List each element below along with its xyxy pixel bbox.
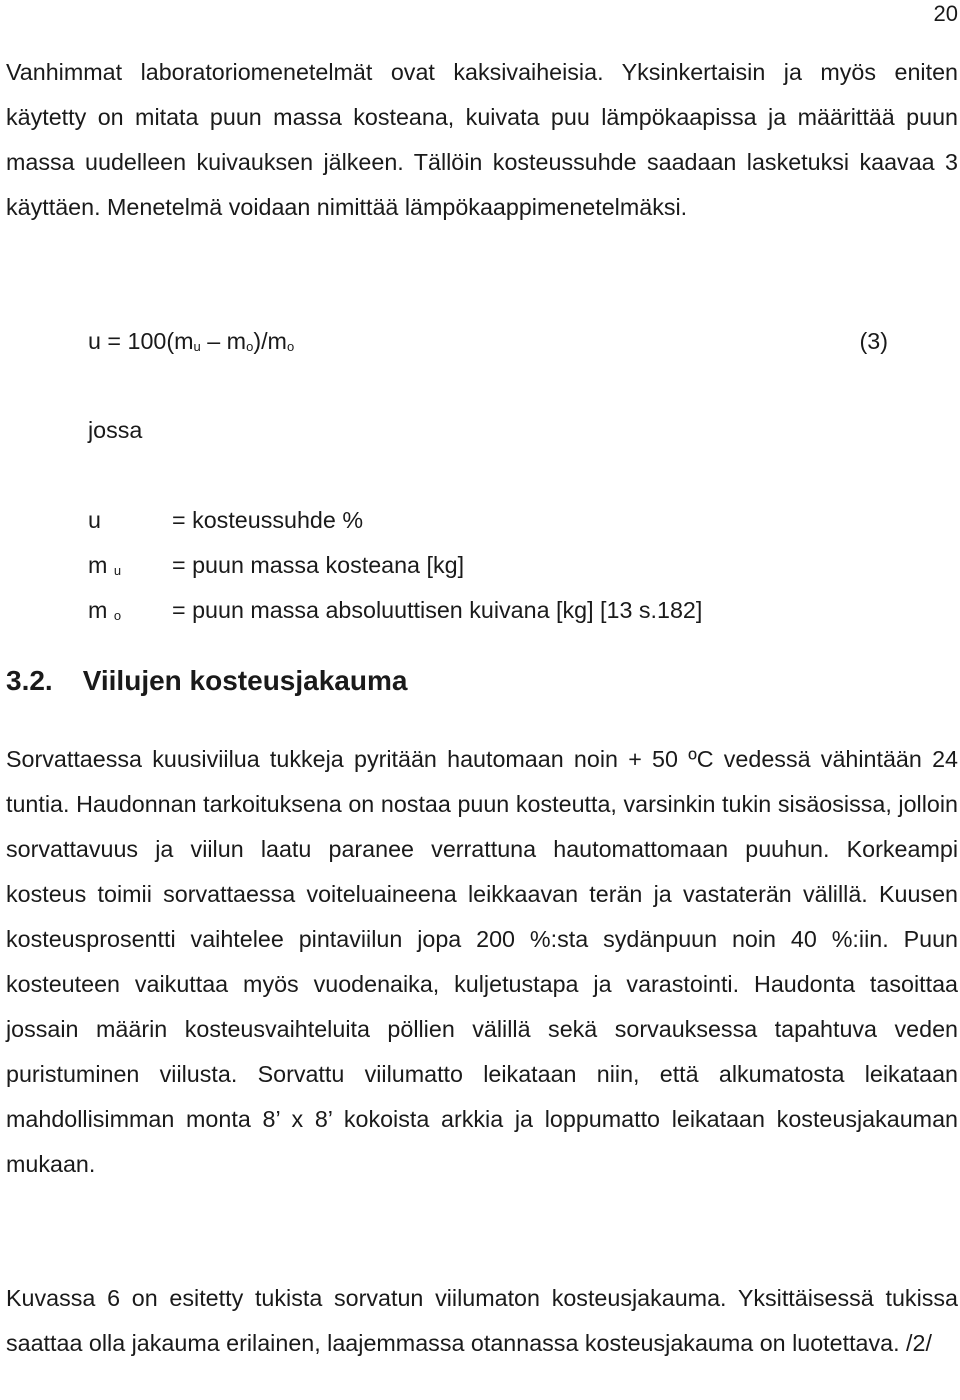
definition-row xyxy=(88,505,702,550)
definition-row xyxy=(88,550,702,595)
section-title: Viilujen kosteusjakauma xyxy=(82,665,408,696)
formula-expression: $u = 100(m_u - m_o)/m_o$ xyxy=(88,328,295,354)
paragraph-intro: Vanhimmat laboratoriomenetelmät ovat kaksivaiheisia. Yksinkertaisin ja myös eniten käytetty on mitata puun massa kosteana, kuivata puu lämpökaapissa ja määrittää puun massa uudelleen kuivauksen jälkeen. Tällöin kosteussuhde saadaan lasketuksi kaavaa 3 käyttäen. Menetelmä voidaan nimittää lämpökaappimenetelmäksi. xyxy=(6,59,958,220)
section-heading xyxy=(6,664,407,698)
where-label: jossa xyxy=(88,417,143,443)
definition-text: = puun massa absoluuttisen kuivana [kg] [13 s.182] xyxy=(172,597,703,623)
paragraph-figure-reference: Kuvassa 6 on esitetty tukista sorvatun viilumaton kosteusjakauma. Yksittäisessä tukissa saattaa olla jakauma erilainen, laajemmassa otannassa kosteusjakauma on luotettava. /2/ xyxy=(6,1285,958,1356)
paragraph-moisture: Sorvattaessa kuusiviilua tukkeja pyritään hautomaan noin + 50 ºC vedessä vähintään 24 tuntia. Haudonnan tarkoituksena on nostaa puun kosteutta, varsinkin tukin sisäosissa, jolloin sorvattavuus ja viilun laatu paranee verrattuna hautomattomaan puuhun. Korkeampi kosteus toimii sorvattaessa voiteluaineena leikkaavan terän ja vastaterän välillä. Kuusen kosteusprosentti vaihtelee pintaviilun jopa 200 %:sta sydänpuun noin 40 %:iin. Puun kosteuteen vaikuttaa myös vuodenaika, kuljetustapa ja varastointi. Haudonta tasoittaa jossain määrin kosteusvaihteluita pöllien välillä sekä sorvauksessa tapahtuva veden puristuminen viilusta. Sorvattu viilumatto leikataan niin, että alkumatosta leikataan mahdollisimman monta 8’ x 8’ kokoista arkkia ja loppumatto leikataan kosteusjakauman mukaan. xyxy=(6,746,958,1177)
definition-symbol: m $_o$ xyxy=(88,597,122,623)
definition-row xyxy=(88,595,702,640)
definition-text: = kosteussuhde % xyxy=(172,507,364,533)
definition-text: = puun massa kosteana [kg] xyxy=(172,552,465,578)
formula xyxy=(88,326,888,362)
definitions-list xyxy=(88,505,702,640)
section-number: 3.2. xyxy=(6,665,53,696)
definition-symbol: u xyxy=(88,507,101,533)
formula-number: (3) xyxy=(859,328,888,354)
definition-symbol: m $_u$ xyxy=(88,552,122,578)
page-number: 20 xyxy=(933,1,958,26)
